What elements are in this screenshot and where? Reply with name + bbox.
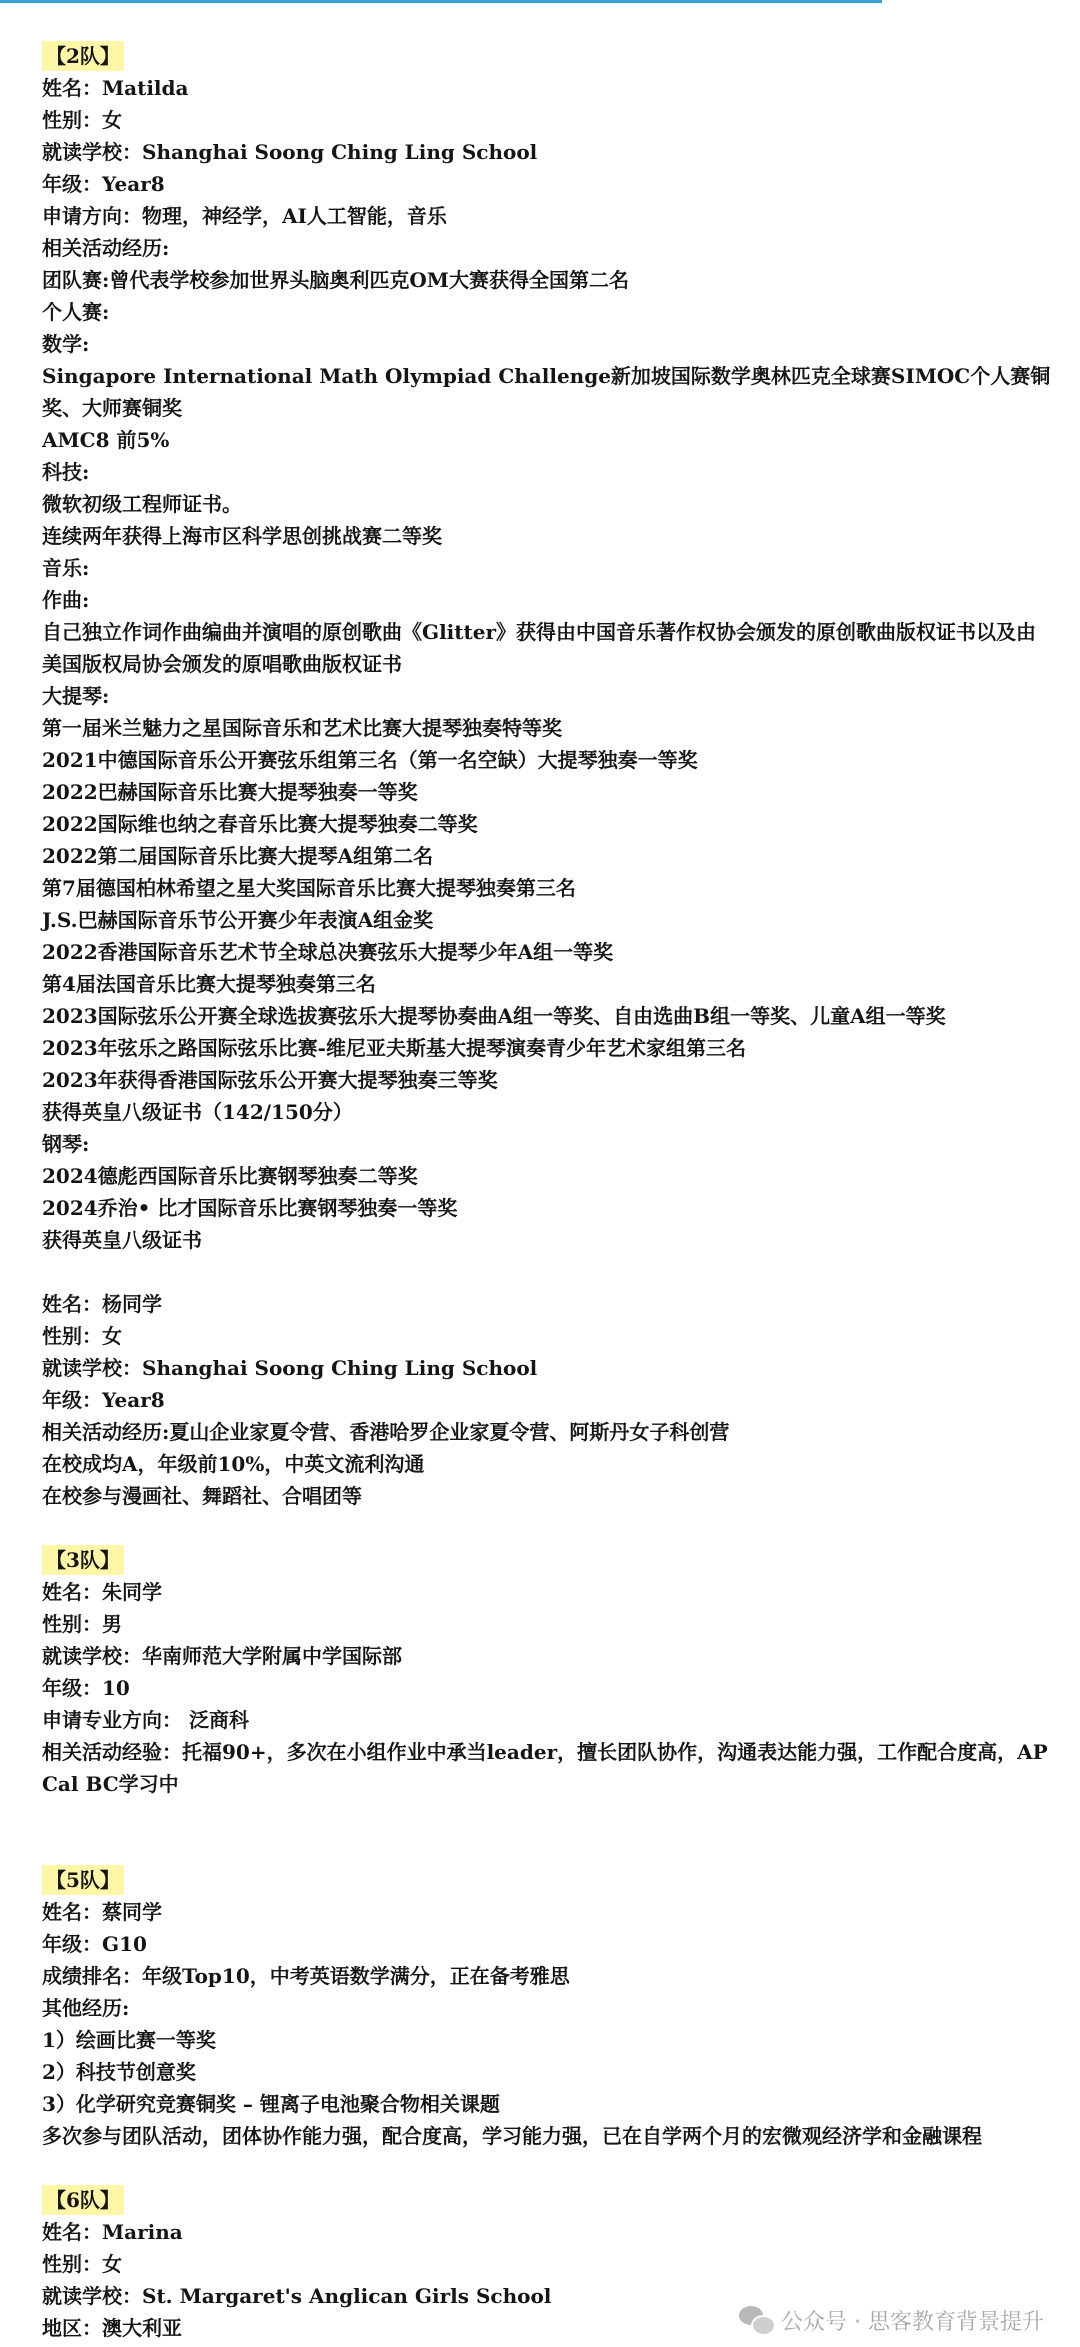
text-line: 其他经历: — [42, 1996, 130, 2020]
text-line: 多次参与团队活动，团体协作能力强，配合度高，学习能力强，已在自学两个月的宏微观经济学和金融课程 — [42, 2124, 982, 2148]
text-line: 性别：女 — [42, 1324, 122, 1348]
text-line: 个人赛: — [42, 300, 110, 324]
text-line: 团队赛:曾代表学校参加世界头脑奥利匹克OM大赛获得全国第二名 — [42, 268, 629, 292]
text-line: 申请专业方向： 泛商科 — [42, 1708, 249, 1732]
text-line: 作曲: — [42, 588, 90, 612]
text-line: 申请方向：物理，神经学，AI人工智能，音乐 — [42, 204, 447, 228]
text-line: 2）科技节创意奖 — [42, 2060, 196, 2084]
text-line: 相关活动经历: — [42, 236, 170, 260]
text-line: 2022香港国际音乐艺术节全球总决赛弦乐大提琴少年A组一等奖 — [42, 940, 614, 964]
text-line: 数学: — [42, 332, 90, 356]
text-line: 自己独立作词作曲编曲并演唱的原创歌曲《Glitter》获得由中国音乐著作权协会颁发的原创歌曲版权证书以及由美国版权局协会颁发的原唱歌曲版权证书 — [42, 620, 1037, 676]
text-line: 获得英皇八级证书（142/150分） — [42, 1100, 353, 1124]
text-line: 2023国际弦乐公开赛全球选拔赛弦乐大提琴协奏曲A组一等奖、自由选曲B组一等奖、儿童A组一等奖 — [42, 1004, 946, 1028]
wechat-icon — [739, 2306, 773, 2334]
watermark — [733, 2300, 1050, 2340]
text-line: 2022第二届国际音乐比赛大提琴A组第二名 — [42, 844, 434, 868]
text-line: 第4届法国音乐比赛大提琴独奏第三名 — [42, 972, 376, 996]
text-line: 2024德彪西国际音乐比赛钢琴独奏二等奖 — [42, 1164, 418, 1188]
text-line: 性别：女 — [42, 108, 122, 132]
text-line: 姓名：杨同学 — [42, 1292, 162, 1316]
text-line: 在校参与漫画社、舞蹈社、合唱团等 — [42, 1484, 362, 1508]
text-line: 性别：女 — [42, 2252, 122, 2276]
text-line: 年级：Year8 — [42, 1388, 165, 1412]
text-line: 2021中德国际音乐公开赛弦乐组第三名（第一名空缺）大提琴独奏一等奖 — [42, 748, 698, 772]
text-line: 音乐: — [42, 556, 90, 580]
top-divider — [0, 0, 882, 3]
text-line: 大提琴: — [42, 684, 110, 708]
text-line: 科技: — [42, 460, 90, 484]
text-line: 3）化学研究竞赛铜奖 – 锂离子电池聚合物相关课题 — [42, 2092, 500, 2116]
text-line: 2023年获得香港国际弦乐公开赛大提琴独奏三等奖 — [42, 1068, 498, 1092]
blank-line — [42, 1256, 1052, 1288]
text-line: Singapore International Math Olympiad Challenge新加坡国际数学奥林匹克全球赛SIMOC个人赛铜奖、大师赛铜奖 — [42, 364, 1051, 420]
text-line: 2022国际维也纳之春音乐比赛大提琴独奏二等奖 — [42, 812, 478, 836]
text-line: 就读学校：St. Margaret's Anglican Girls School — [42, 2284, 552, 2308]
text-line: 年级：10 — [42, 1676, 130, 1700]
text-line: 性别：男 — [42, 1612, 122, 1636]
blank-line — [42, 2152, 1052, 2184]
text-line: 年级：G10 — [42, 1932, 147, 1956]
text-line: 就读学校：华南师范大学附属中学国际部 — [42, 1644, 402, 1668]
text-line: 就读学校：Shanghai Soong Ching Ling School — [42, 140, 538, 164]
text-line: 第一届米兰魅力之星国际音乐和艺术比赛大提琴独奏特等奖 — [42, 716, 562, 740]
team-label: 【3队】 — [42, 1545, 124, 1575]
team-heading — [42, 1864, 1052, 1896]
text-line: 相关活动经历:夏山企业家夏令营、香港哈罗企业家夏令营、阿斯丹女子科创营 — [42, 1420, 730, 1444]
team-label: 【2队】 — [42, 41, 124, 71]
text-line: 2024乔治• 比才国际音乐比赛钢琴独奏一等奖 — [42, 1196, 458, 1220]
text-line: 姓名：Matilda — [42, 76, 189, 100]
text-line: 就读学校：Shanghai Soong Ching Ling School — [42, 1356, 538, 1380]
team-heading — [42, 1544, 1052, 1576]
text-line: 地区：澳大利亚 — [42, 2316, 182, 2340]
text-line: 年级：Year8 — [42, 172, 165, 196]
article-body — [42, 40, 1052, 2344]
text-line: AMC8 前5% — [42, 428, 170, 452]
team-label: 【6队】 — [42, 2185, 124, 2215]
text-line: 2022巴赫国际音乐比赛大提琴独奏一等奖 — [42, 780, 418, 804]
text-line: J.S.巴赫国际音乐节公开赛少年表演A组金奖 — [42, 908, 434, 932]
text-line: 姓名：蔡同学 — [42, 1900, 162, 1924]
text-line: 1）绘画比赛一等奖 — [42, 2028, 216, 2052]
text-line: 成绩排名：年级Top10，中考英语数学满分，正在备考雅思 — [42, 1964, 570, 1988]
blank-line — [42, 1800, 1052, 1864]
text-line: 微软初级工程师证书。 — [42, 492, 242, 516]
team-label: 【5队】 — [42, 1865, 124, 1895]
text-line: 钢琴: — [42, 1132, 90, 1156]
text-line: 在校成均A，年级前10%，中英文流利沟通 — [42, 1452, 425, 1476]
text-line: 第7届德国柏林希望之星大奖国际音乐比赛大提琴独奏第三名 — [42, 876, 576, 900]
text-line: 2023年弦乐之路国际弦乐比赛-维尼亚夫斯基大提琴演奏青少年艺术家组第三名 — [42, 1036, 746, 1060]
watermark-text: 公众号 · 思客教育背景提升 — [781, 2309, 1044, 2335]
team-heading — [42, 2184, 1052, 2216]
text-line: 获得英皇八级证书 — [42, 1228, 202, 1252]
text-line: 姓名：朱同学 — [42, 1580, 162, 1604]
text-line: 连续两年获得上海市区科学思创挑战赛二等奖 — [42, 524, 442, 548]
team-heading — [42, 40, 1052, 72]
blank-line — [42, 1512, 1052, 1544]
text-line: 相关活动经验：托福90+，多次在小组作业中承当leader，擅长团队协作，沟通表达能力强，工作配合度高，AP Cal BC学习中 — [42, 1740, 1048, 1796]
text-line: 姓名：Marina — [42, 2220, 183, 2244]
